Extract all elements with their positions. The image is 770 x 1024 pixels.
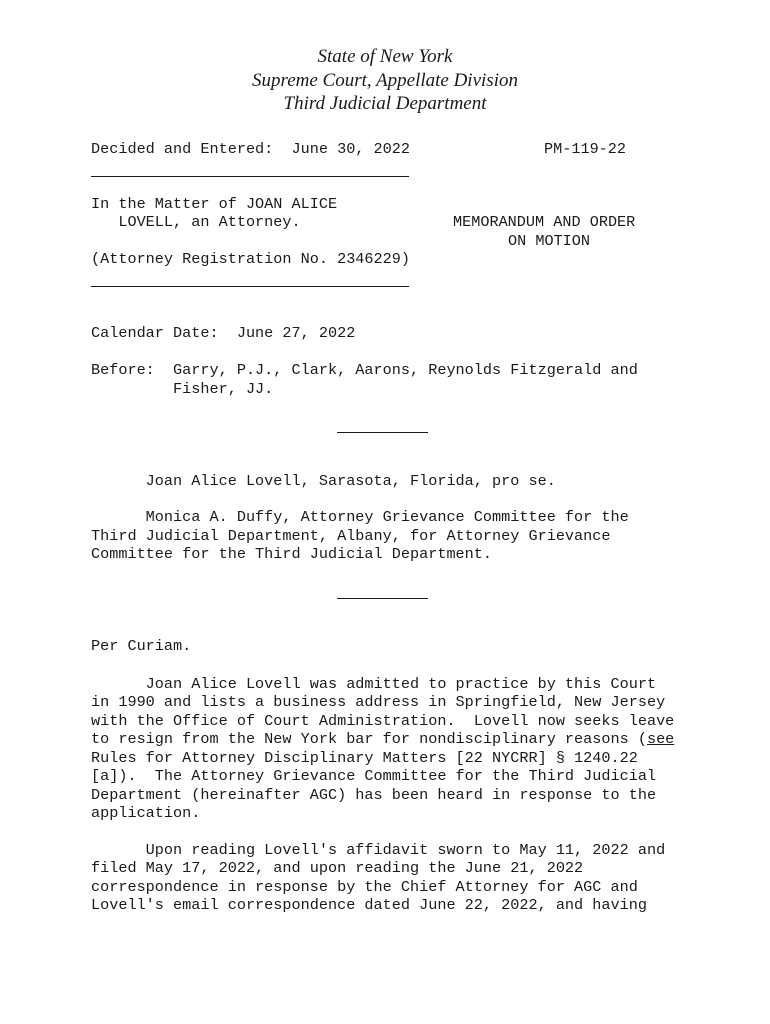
court-department: Third Judicial Department (283, 93, 487, 114)
document-title-1: MEMORANDUM AND ORDER (453, 213, 636, 231)
decided-entered: Decided and Entered: June 30, 2022 (91, 140, 410, 158)
document-title-2: ON MOTION (508, 232, 591, 250)
body-text: to resign from the New York bar for nondisciplinary reasons ( (91, 730, 647, 748)
docket-number: PM-119-22 (544, 140, 627, 158)
court-header (0, 45, 770, 116)
appearance-agc-2: Third Judicial Department, Albany, for Attorney Grievance (91, 527, 611, 545)
court-name: Supreme Court, Appellate Division (252, 69, 518, 91)
matter-line-1: In the Matter of JOAN ALICE (91, 195, 338, 213)
divider (91, 286, 409, 287)
calendar-date: Calendar Date: June 27, 2022 (91, 324, 356, 342)
section-divider (337, 432, 428, 433)
divider (91, 176, 409, 177)
body-line: Joan Alice Lovell was admitted to practice by this Court (91, 675, 657, 693)
body-line: Department (hereinafter AGC) has been heard in response to the (91, 786, 657, 804)
appearance-agc-3: Committee for the Third Judicial Department. (91, 545, 493, 563)
before-line-2: Fisher, JJ. (91, 380, 274, 398)
per-curiam: Per Curiam. (91, 637, 192, 655)
section-divider (337, 598, 428, 599)
appearance-respondent: Joan Alice Lovell, Sarasota, Florida, pro se. (91, 472, 556, 490)
body-line: Rules for Attorney Disciplinary Matters [22 NYCRR] § 1240.22 (91, 749, 638, 767)
appearance-agc-1: Monica A. Duffy, Attorney Grievance Committee for the (91, 508, 629, 526)
body-line: Lovell's email correspondence dated June 22, 2022, and having (91, 896, 647, 914)
court-state: State of New York (317, 46, 453, 67)
body-line: with the Office of Court Administration. Lovell now seeks leave (91, 712, 675, 730)
body-line: correspondence in response by the Chief Attorney for AGC and (91, 878, 638, 896)
see-signal: see (646, 730, 675, 748)
body-line: application. (91, 804, 201, 822)
body-line: in 1990 and lists a business address in Springfield, New Jersey (91, 693, 666, 711)
matter-line-2: LOVELL, an Attorney. (91, 213, 301, 231)
body-line: Upon reading Lovell's affidavit sworn to May 11, 2022 and (91, 841, 666, 859)
before-line-1: Before: Garry, P.J., Clark, Aarons, Reynolds Fitzgerald and (91, 361, 638, 379)
body-line: [a]). The Attorney Grievance Committee for the Third Judicial (91, 767, 657, 785)
body-line: filed May 17, 2022, and upon reading the June 21, 2022 (91, 859, 584, 877)
body-line (91, 730, 674, 749)
registration-number: (Attorney Registration No. 2346229) (91, 250, 410, 268)
